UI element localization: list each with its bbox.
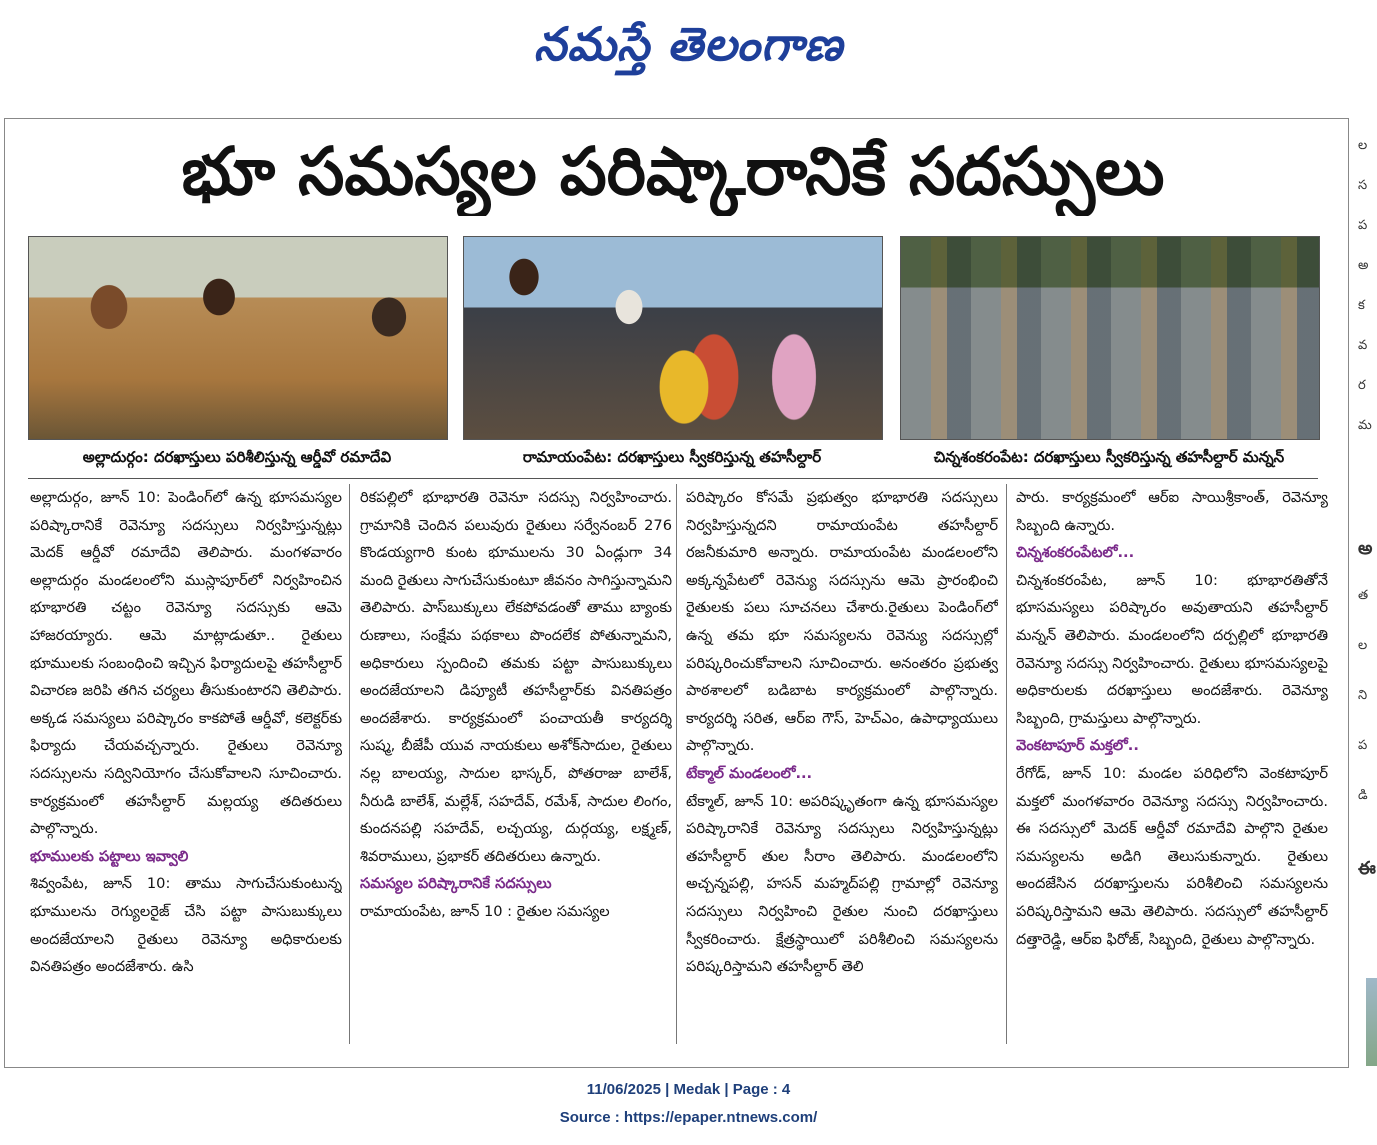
subheading: వెంకటాపూర్ మక్తలో.. xyxy=(1016,737,1139,755)
source-link: Source : https://epaper.ntnews.com/ xyxy=(559,1109,818,1126)
subheading: చిన్నశంకరంపేటలో... xyxy=(1016,544,1135,562)
article-column-2 xyxy=(360,484,672,1044)
strip-text: ఈ xyxy=(1358,858,1376,879)
photo-caption: చిన్నశంకరంపేట: దరఖాస్తులు స్వీకరిస్తున్న తహసీల్దార్ మన్నన్ xyxy=(933,448,1285,466)
article-paragraph: టేక్మాల్, జూన్ 10: అపరిష్కృతంగా ఉన్న భూసమస్యల పరిష్కారానికే రెవెన్యూ సదస్సులు నిర్వహిస్తున్నట్లు తహసీల్దార్ తుల సీరాం తెలిపారు. మండలంలోని అచ్చన్నపల్లి, హసన్ మహ్మద్‌పల్లి గ్రామాల్లో రెవెన్యూ సదస్సులు నిర్వహించి రైతుల నుంచి దరఖాస్తులు స్వీకరించారు. క్షేత్రస్థాయిలో పరిశీలించి సమస్యలను పరిష్కరిస్తామని తహసీల్దార్ తెలి xyxy=(686,792,998,976)
article-paragraph: పారు. కార్యక్రమంలో ఆర్‌ఐ సాయిశ్రీకాంత్, రెవెన్యూ సిబ్బంది ఉన్నారు. xyxy=(1016,489,1328,534)
article-paragraph: శివ్వంపేట, జూన్ 10: తాము సాగుచేసుకుంటున్న భూములను రెగ్యులరైజ్ చేసి పట్టా పాసుబుక్కులు అందజేయాలని రైతులు రెవెన్యూ అధికారులకు వినతిపత్రం అందజేశారు. ఉసి xyxy=(30,875,342,976)
subheading: భూములకు పట్టాలు ఇవ్వాలి xyxy=(30,847,189,865)
strip-text: ల xyxy=(1358,138,1368,153)
strip-text: స xyxy=(1358,178,1368,193)
adjacent-photo xyxy=(1366,978,1377,1066)
article-paragraph: రేగోడ్, జూన్ 10: మండల పరిధిలోని వెంకటాపూర్ మక్తలో మంగళవారం రెవెన్యూ సదస్సు నిర్వహించారు. ఈ సదస్సులో మెదక్ ఆర్డీవో రమాదేవి పాల్గొని రైతుల సమస్యలను అడిగి తెలుసుకున్నారు. రైతులు అందజేసిన దరఖాస్తులను పరిశీలించి సమస్యలను పరిష్కరిస్తామని ఆమె తెలిపారు. సదస్సులో తహసీల్దార్ దత్తారెడ్డి, ఆర్‌ఐ ఫిరోజ్, సిబ్బంది, రైతులు పాల్గొన్నారు. xyxy=(1016,764,1328,948)
strip-text: ల xyxy=(1358,638,1368,653)
photo-ramayampet xyxy=(463,236,883,440)
strip-text: ర xyxy=(1358,378,1366,393)
divider xyxy=(28,478,1318,479)
article-paragraph: అల్లాదుర్గం, జూన్ 10: పెండింగ్‌లో ఉన్న భూసమస్యల పరిష్కారానికే రెవెన్యూ సదస్సులు నిర్వహిస్తున్నట్లు మెదక్ ఆర్డీవో రమాదేవి తెలిపారు. మంగళవారం అల్లాదుర్గం మండలంలోని ముస్లాపూర్‌లో నిర్వహించిన భూభారతి చట్టం రెవెన్యూ సదస్సుకు ఆమె హాజరయ్యారు. ఆమె మాట్లాడుతూ.. రైతులు భూములకు సంబంధించి ఇచ్చిన ఫిర్యాదులపై తహసీల్దార్ విచారణ జరిపి తగిన చర్యలు తీసుకుంటారని తెలిపారు. అక్కడ సమస్యలు పరిష్కారం కాకపోతే ఆర్డీవో, కలెక్టర్‌కు ఫిర్యాదు చేయవచ్చన్నారు. రైతులు రెవెన్యూ సదస్సులను సద్వినియోగం చేసుకోవాలని సూచించారు. కార్యక్రమంలో తహసీల్దార్ మల్లయ్య తదితరులు పాల్గొన్నారు. xyxy=(30,489,342,838)
strip-text: మ xyxy=(1358,418,1372,433)
column-divider xyxy=(676,484,677,1044)
article-column-1 xyxy=(30,484,342,1044)
article-column-4 xyxy=(1016,484,1328,1044)
strip-text: వ xyxy=(1358,338,1368,353)
strip-text: అ xyxy=(1358,258,1369,273)
strip-text: ప xyxy=(1358,738,1368,753)
photo-caption: అల్లాదుర్గం: దరఖాస్తులు పరిశీలిస్తున్న ఆర్డీవో రమాదేవి xyxy=(82,448,392,466)
masthead xyxy=(0,0,1377,100)
article-column-3 xyxy=(686,484,998,1044)
page-footer xyxy=(0,1076,1377,1132)
column-divider xyxy=(1006,484,1007,1044)
edition-info: 11/06/2025 | Medak | Page : 4 xyxy=(586,1081,791,1098)
strip-text: డి xyxy=(1358,788,1368,803)
photo-alladurgam xyxy=(28,236,448,440)
strip-text: ని xyxy=(1358,688,1368,703)
photo-caption: రామాయంపేట: దరఖాస్తులు స్వీకరిస్తున్న తహసీల్దార్ xyxy=(522,448,822,466)
strip-text: అ xyxy=(1358,538,1373,559)
photo-chinnashankarampet xyxy=(900,236,1320,440)
article-paragraph: రికపల్లిలో భూభారతి రెవెనూ సదస్సు నిర్వహించారు. గ్రామానికి చెందిన పలువురు రైతులు సర్వేనంబర్ 276 కొండయ్యగారి కుంట భూములను 30 ఏండ్లుగా 34 మంది రైతులు సాగుచేసుకుంటూ జీవనం సాగిస్తున్నామని తెలిపారు. పాస్‌బుక్కులు లేకపోవడంతో తాము బ్యాంకు రుణాలు, సంక్షేమ పథకాలు పొందలేక పోతున్నామని, అధికారులు స్పందించి తమకు పట్టా పాసుబుక్కులు అందజేయాలని డిప్యూటీ తహసీల్దార్‌కు వినతిపత్రం అందజేశారు. కార్యక్రమంలో పంచాయతీ కార్యదర్శి సుష్మ, బీజేపీ యువ నాయకులు అశోక్‌సాదుల, రైతులు నల్ల బాలయ్య, సాదుల భాస్కర్, పోతరాజు బాలేశ్, నీరుడి బాలేశ్, మల్లేశ్, సహదేవ్, రమేశ్, సాదుల లింగం, కుందనపల్లి సహదేవ్, లచ్చయ్య, దుర్గయ్య, లక్ష్మణ్, శివరాములు, ప్రభాకర్ తదితరులు ఉన్నారు. xyxy=(360,489,672,865)
headline: భూ సమస్యల పరిష్కారానికే సదస్సులు xyxy=(181,133,1165,210)
strip-text: ప xyxy=(1358,218,1368,233)
strip-text: త xyxy=(1358,588,1369,603)
subheading: టేక్మాల్ మండలంలో... xyxy=(686,764,813,782)
adjacent-article-strip xyxy=(1352,118,1377,1066)
subheading: సమస్యల పరిష్కారానికే సదస్సులు xyxy=(360,875,552,893)
article-paragraph: చిన్నశంకరంపేట, జూన్ 10: భూభారతితోనే భూసమస్యలు పరిష్కారం అవుతాయని తహసీల్దార్ మన్నన్ తెలిపారు. మండలంలోని దర్పల్లిలో భూభారతి రెవెన్యూ సదస్సు నిర్వహించారు. రైతులు భూసమస్యలపై అధికారులకు దరఖాస్తులు అందజేశారు. రెవెన్యూ సిబ్బంది, గ్రామస్తులు పాల్గొన్నారు. xyxy=(1016,571,1328,727)
strip-text: క xyxy=(1358,298,1365,313)
article-paragraph: పరిష్కారం కోసమే ప్రభుత్వం భూభారతి సదస్సులు నిర్వహిస్తున్నదని రామాయంపేట తహసీల్దార్ రజనీకుమారి అన్నారు. రామాయంపేట మండలంలోని అక్కన్నపేటలో రెవెన్యు సదస్సును ఆమె ప్రారంభించి రైతులకు పలు సూచనలు చేశారు.రైతులు పెండింగ్‌లో ఉన్న తమ భూ సమస్యలను రెవెన్యు సదస్సుల్లో పరిష్కరించుకోవాలని సూచించారు. అనంతరం ప్రభుత్వ పాఠశాలలో బడిబాట కార్యక్రమంలో పాల్గొన్నారు. కార్యదర్శి సరిత, ఆర్‌ఐ గౌస్, హెచ్‌ఎం, ఉపాధ్యాయులు పాల్గొన్నారు. xyxy=(686,489,998,755)
newspaper-logo: నమస్తే తెలంగాణ xyxy=(533,17,844,71)
article-paragraph: రామాయంపేట, జూన్ 10 : రైతుల సమస్యల xyxy=(360,902,610,920)
column-divider xyxy=(349,484,350,1044)
